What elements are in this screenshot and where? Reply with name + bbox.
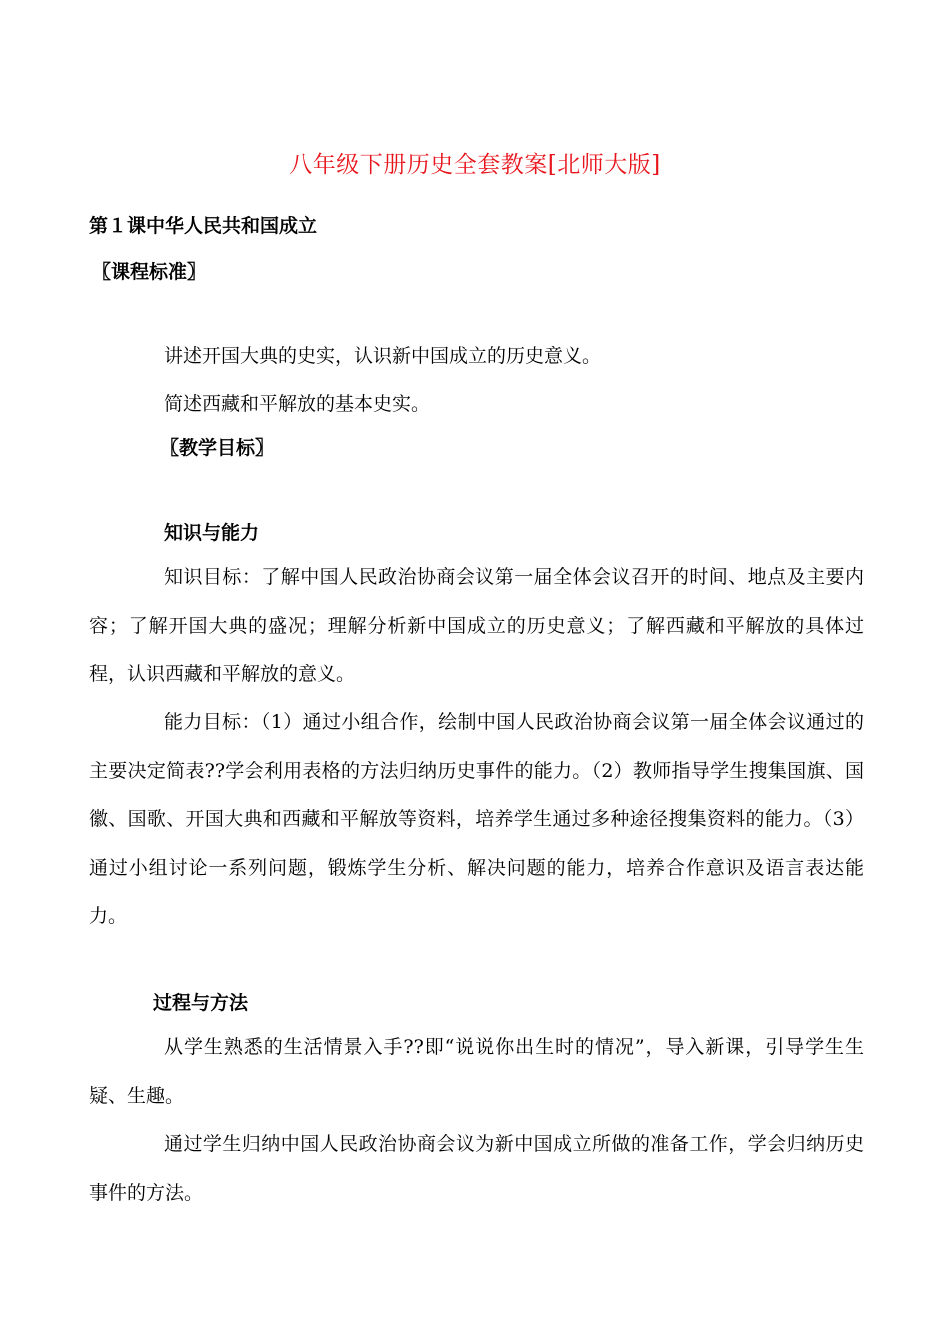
lesson-title: 第１课中华人民共和国成立 xyxy=(89,215,318,237)
document-title: 八年级下册历史全套教案[北师大版] xyxy=(289,152,661,178)
knowledge-goal-paragraph: 知识目标：了解中国人民政治协商会议第一届全体会议召开的时间、地点及主要内容；了解开国大典的盛况；理解分析新中国成立的历史意义；了解西藏和平解放的具体过程，认识西藏和平解放的意义。 xyxy=(89,566,864,685)
teaching-goals-heading: 〖教学目标〗 xyxy=(160,437,275,459)
process-paragraph: 通过学生归纳中国人民政治协商会议为新中国成立所做的准备工作，学会归纳历史事件的方法。 xyxy=(89,1133,864,1204)
process-paragraph: 从学生熟悉的生活情景入手??即“说说你出生时的情况”，导入新课，引导学生生疑、生趣。 xyxy=(89,1036,864,1107)
ability-goal-paragraph: 能力目标：（1）通过小组合作，绘制中国人民政治协商会议第一届全体会议通过的主要决定简表??学会利用表格的方法归纳历史事件的能力。（2）教师指导学生搜集国旗、国徽、国歌、开国大典和西藏和平解放等资料，培养学生通过多种途径搜集资料的能力。（3）通过小组讨论一系列问题，锻炼学生分析、解决问题的能力，培养合作意识及语言表达能力。 xyxy=(89,711,864,927)
knowledge-ability-heading: 知识与能力 xyxy=(164,522,260,544)
process-method-heading: 过程与方法 xyxy=(153,992,249,1014)
course-standard-heading: 〖课程标准〗 xyxy=(92,261,207,283)
course-standard-item: 简述西藏和平解放的基本史实。 xyxy=(164,393,431,415)
course-standard-item: 讲述开国大典的史实，认识新中国成立的历史意义。 xyxy=(164,345,602,367)
